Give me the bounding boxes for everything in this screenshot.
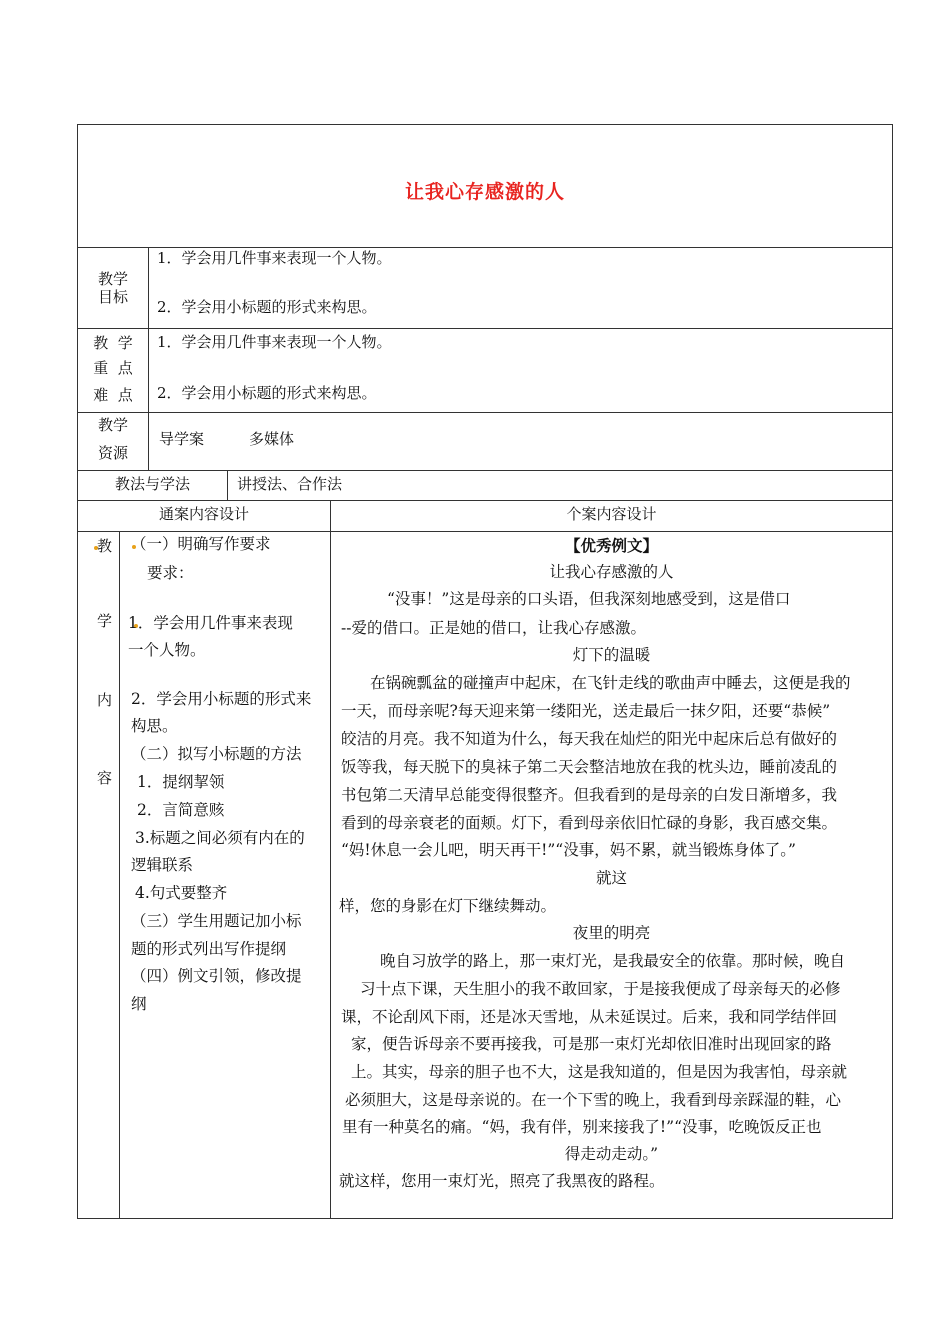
left-column-line: （三）学生用题记加小标 bbox=[131, 912, 302, 930]
essay-line: 在锅碗瓢盆的碰撞声中起床，在飞针走线的歌曲声中睡去，这便是我的 bbox=[370, 674, 851, 692]
methods-label: 教法与学法 bbox=[114, 475, 190, 493]
left-column-line: 构思。 bbox=[131, 717, 178, 735]
row-divider bbox=[77, 531, 893, 532]
left-column-line: （二）拟写小标题的方法 bbox=[131, 745, 302, 763]
objectives-label: 目标 bbox=[97, 288, 128, 306]
left-column-line: 2．学会用小标题的形式来 bbox=[131, 690, 312, 708]
essay-line: 习十点下课，天生胆小的我不敢回家，于是接我便成了母亲每天的必修 bbox=[360, 980, 841, 998]
key-points-label: 重 点 bbox=[93, 359, 133, 377]
common-design-header: 通案内容设计 bbox=[158, 505, 249, 523]
essay-line: 里有一种莫名的痛。“妈，我有伴，别来接我了!”“没事，吃晚饭反正也 bbox=[342, 1118, 822, 1136]
left-column-line: 4.句式要整齐 bbox=[135, 884, 228, 902]
objective-item: 2．学会用小标题的形式来构思。 bbox=[157, 298, 377, 316]
side-label-char: 学 bbox=[97, 612, 113, 630]
left-column-line: 要求： bbox=[147, 564, 194, 582]
left-column-line: （四）例文引领，修改提 bbox=[131, 967, 302, 985]
key-points-label: 难 点 bbox=[93, 386, 133, 404]
left-column-line: 题的形式列出写作提纲 bbox=[131, 940, 287, 958]
essay-line: 得走动走动。” bbox=[564, 1145, 659, 1163]
key-point-item: 2．学会用小标题的形式来构思。 bbox=[157, 384, 377, 402]
essay-line: 就这样，您用一束灯光，照亮了我黑夜的路程。 bbox=[339, 1172, 665, 1190]
essay-line: 就这 bbox=[595, 869, 627, 887]
resource-item: 多媒体 bbox=[249, 430, 295, 448]
side-label-char: 教 bbox=[97, 537, 113, 555]
lesson-plan-table bbox=[77, 124, 893, 1219]
col-divider bbox=[148, 247, 149, 470]
left-column-line: 1．提纲挈领 bbox=[137, 773, 225, 791]
essay-line: 样，您的身影在灯下继续舞动。 bbox=[339, 897, 557, 915]
left-column-line: （一）明确写作要求 bbox=[131, 535, 271, 553]
row-divider bbox=[77, 412, 893, 413]
essay-line: 晚自习放学的路上，那一束灯光，是我最安全的依靠。那时候，晚自 bbox=[380, 952, 846, 970]
essay-line: --爱的借口。正是她的借口，让我心存感激。 bbox=[341, 619, 646, 637]
row-divider bbox=[77, 470, 893, 471]
objectives-label: 教学 bbox=[97, 270, 128, 288]
resources-label: 资源 bbox=[97, 444, 128, 462]
row-divider bbox=[77, 500, 893, 501]
resource-item: 导学案 bbox=[159, 430, 205, 448]
left-column-line: 3.标题之间必须有内在的 bbox=[135, 829, 305, 847]
essay-line: 课，不论刮风下雨，还是冰天雪地，从未延误过。后来，我和同学结伴回 bbox=[341, 1008, 838, 1026]
left-column-line: 1．学会用几件事来表现 bbox=[128, 614, 293, 632]
side-label-char: 内 bbox=[97, 691, 113, 709]
essay-subtitle: 灯下的温暖 bbox=[572, 646, 651, 664]
essay-section-label: 【优秀例文】 bbox=[564, 536, 658, 555]
col-divider bbox=[227, 470, 228, 500]
row-divider bbox=[77, 247, 893, 248]
essay-subtitle: 夜里的明亮 bbox=[572, 924, 651, 942]
key-points-label: 教 学 bbox=[93, 334, 133, 352]
essay-line: 家，便告诉母亲不要再接我，可是那一束灯光却依旧准时出现回家的路 bbox=[351, 1035, 832, 1053]
essay-line: “妈!休息一会儿吧，明天再干!”“没事，妈不累，就当锻炼身体了。” bbox=[341, 841, 796, 859]
essay-line: “没事！”这是母亲的口头语，但我深刻地感受到，这是借口 bbox=[387, 590, 791, 608]
essay-line: 书包第二天清早总能变得很整齐。但我看到的是母亲的白发日渐增多，我 bbox=[341, 786, 838, 804]
row-divider bbox=[77, 328, 893, 329]
left-column-line: 一个人物。 bbox=[128, 641, 206, 659]
essay-line: 饭等我，每天脱下的臭袜子第二天会整洁地放在我的枕头边，睡前凌乱的 bbox=[341, 758, 838, 776]
left-column-line: 纲 bbox=[131, 995, 147, 1013]
essay-line: 看到的母亲衰老的面颊。灯下，看到母亲依旧忙碌的身影，我百感交集。 bbox=[341, 814, 838, 832]
essay-line: 皎洁的月亮。我不知道为什么，每天我在灿烂的阳光中起床后总有做好的 bbox=[341, 730, 838, 748]
page-title: 让我心存感激的人 bbox=[404, 181, 565, 203]
methods-value: 讲授法、合作法 bbox=[237, 475, 343, 493]
essay-line: 必须胆大，这是母亲说的。在一个下雪的晚上，我看到母亲踩湿的鞋，心 bbox=[345, 1091, 842, 1109]
essay-line: 一天，而母亲呢?每天迎来第一缕阳光，送走最后一抹夕阳，还要“恭候” bbox=[341, 702, 831, 720]
essay-title: 让我心存感激的人 bbox=[549, 563, 674, 581]
left-column-line: 逻辑联系 bbox=[131, 856, 194, 874]
left-column-line: 2．言简意赅 bbox=[137, 801, 225, 819]
side-label-char: 容 bbox=[97, 769, 113, 787]
essay-line: 上。其实，母亲的胆子也不大，这是我知道的，但是因为我害怕，母亲就 bbox=[351, 1063, 848, 1081]
col-divider bbox=[119, 531, 120, 1219]
objective-item: 1．学会用几件事来表现一个人物。 bbox=[157, 249, 392, 267]
resources-label: 教学 bbox=[97, 416, 128, 434]
individual-design-header: 个案内容设计 bbox=[566, 505, 657, 523]
col-divider bbox=[330, 500, 331, 1219]
key-point-item: 1．学会用几件事来表现一个人物。 bbox=[157, 333, 392, 351]
